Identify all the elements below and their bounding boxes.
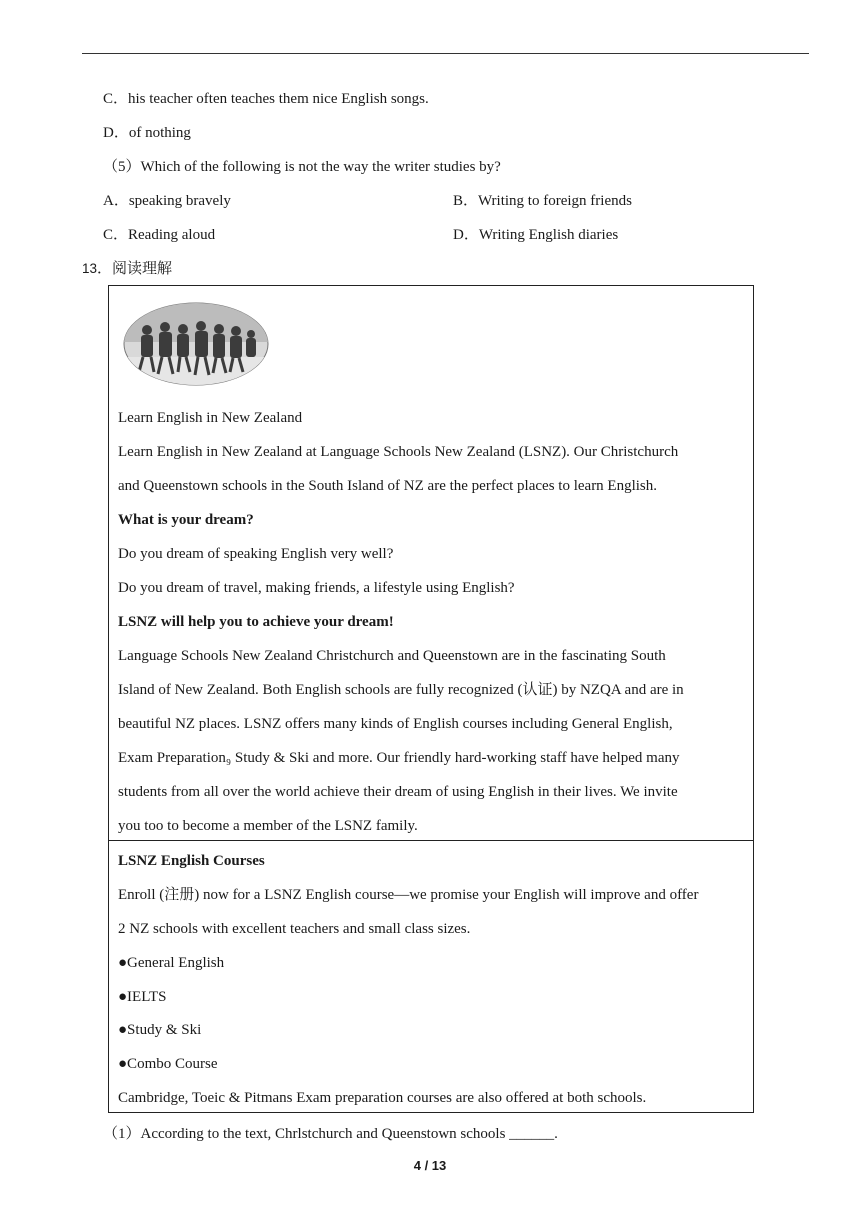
passage-line: students from all over the world achieve their dream of using English in their lives. We invite: [118, 784, 678, 800]
question-13-heading: [82, 259, 172, 279]
page-number: 4 / 13: [413, 1158, 447, 1173]
passage-line: Do you dream of speaking English very well?: [118, 546, 394, 562]
passage-title: Learn English in New Zealand: [118, 410, 303, 426]
header-rule: [82, 53, 809, 54]
passage-line: Do you dream of travel, making friends, a lifestyle using English?: [118, 580, 515, 596]
students-photo: [123, 302, 269, 386]
question-5-option-b: B．Writing to foreign friends: [453, 193, 632, 209]
passage-line: Island of New Zealand. Both English schools are fully recognized (认证) by NZQA and are in: [118, 682, 684, 698]
question-5-option-c: C．Reading aloud: [103, 227, 216, 243]
courses-line: 2 NZ schools with excellent teachers and small class sizes.: [118, 921, 471, 937]
passage-subheading-help: LSNZ will help you to achieve your dream!: [118, 614, 394, 630]
passage-line: and Queenstown schools in the South Island of NZ are the perfect places to learn English.: [118, 478, 658, 494]
passage-line: Language Schools New Zealand Christchurch and Queenstown are in the fascinating South: [118, 648, 666, 664]
passage-line: you too to become a member of the LSNZ family.: [118, 818, 418, 834]
option-c-prev: C．his teacher often teaches them nice English songs.: [103, 91, 429, 107]
courses-line: Cambridge, Toeic & Pitmans Exam preparation courses are also offered at both schools.: [118, 1090, 647, 1106]
passage-line: Exam Preparation₉ Study & Ski and more. Our friendly hard-working staff have helped many: [118, 750, 680, 766]
passage-line: Learn English in New Zealand at Language Schools New Zealand (LSNZ). Our Christchurch: [118, 444, 679, 460]
course-list-item: ●General English: [118, 955, 225, 971]
question-5-option-a: A．speaking bravely: [103, 193, 231, 209]
question-title: ．阅读理解: [97, 261, 173, 277]
course-list-item: ●Combo Course: [118, 1056, 218, 1072]
passage-line: beautiful NZ places. LSNZ offers many kinds of English courses including General English,: [118, 716, 673, 732]
course-list-item: ●IELTS: [118, 989, 167, 1005]
table-row-divider: [109, 840, 753, 841]
courses-line: Enroll (注册) now for a LSNZ English course—we promise your English will improve and offer: [118, 887, 699, 903]
question-5-option-d: D．Writing English diaries: [453, 227, 619, 243]
question-5-stem: （5）Which of the following is not the way the writer studies by?: [103, 159, 501, 175]
question-number: 13: [82, 261, 98, 276]
courses-heading: LSNZ English Courses: [118, 853, 265, 869]
passage-subheading-dream: What is your dream?: [118, 512, 254, 528]
course-list-item: ●Study & Ski: [118, 1022, 202, 1038]
reading-table: [108, 285, 754, 1113]
option-d-prev: D．of nothing: [103, 125, 191, 141]
question-1-stem: （1）According to the text, Chrlstchurch and Queenstown schools ______.: [103, 1126, 558, 1142]
